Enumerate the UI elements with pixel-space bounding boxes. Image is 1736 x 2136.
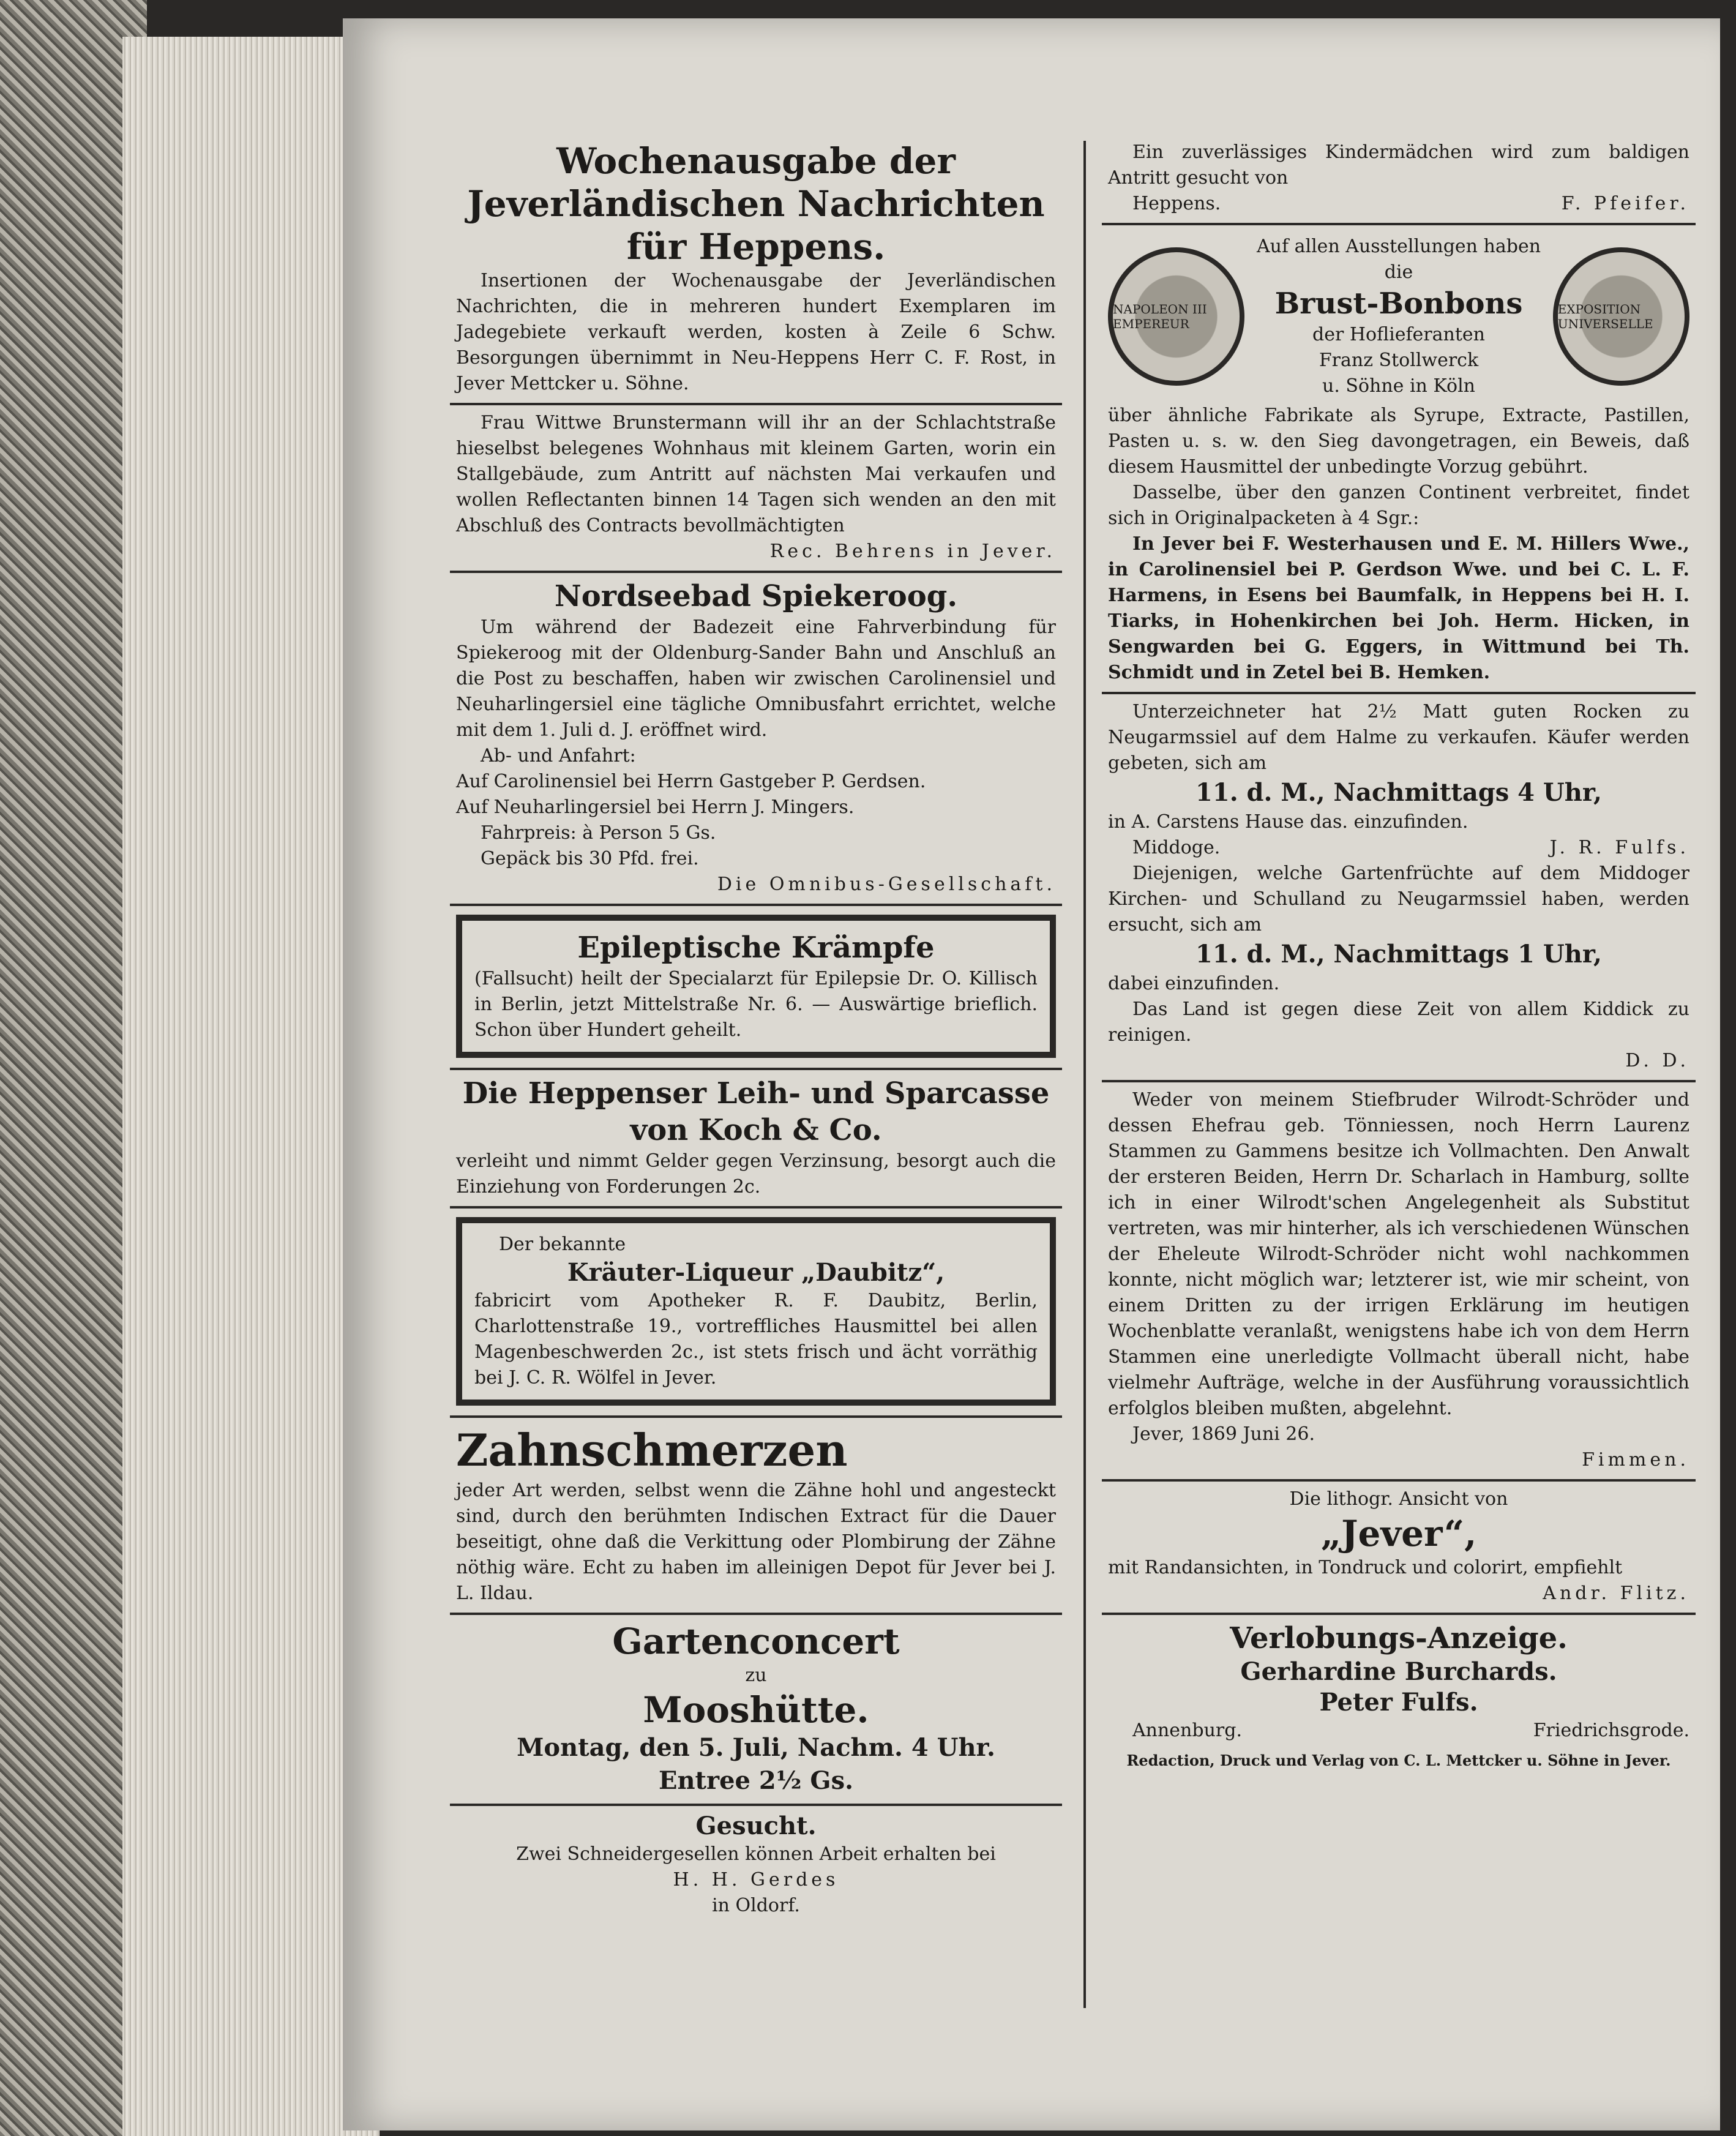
ad-body: Diejenigen, welche Gartenfrüchte auf dem Middoger Kirchen- und Schulland zu Neugarmssiel haben, werden ersucht, sich am (1108, 863, 1689, 935)
ad-place: Annenburg. (1132, 1720, 1242, 1741)
page-stack (122, 37, 380, 2136)
ad-signature: Rec. Behrens in Jever. (769, 541, 1056, 562)
medal-row (1108, 234, 1689, 399)
ad-date: Jever, 1869 Juni 26. (1132, 1423, 1315, 1445)
ad-body: fabricirt vom Apotheker R. F. Daubitz, Berlin, Charlottenstraße 19., vortreffliches Hausmittel bei allen Magenbeschwerden 2c., ist stets frisch und ächt vorräthig bei J. C. R. Wölfel in Jever. (474, 1290, 1038, 1388)
ad-signature-row (1108, 191, 1689, 217)
ad-line: Der bekannte (499, 1234, 626, 1255)
ad-signature-row (1108, 835, 1689, 861)
ad-zahnschmerzen (450, 1418, 1062, 1615)
ad-wohnhaus (450, 405, 1062, 573)
ad-line: in Oldorf. (712, 1895, 800, 1916)
ad-body: Insertionen der Wochenausgabe der Jeverländischen Nachrichten, die in mehreren hundert Exemplaren im Jadegebiete verkauft werden, kosten à Zeile 6 Schw. Besorgungen übernimmt in Neu-Heppens Herr C. F. Rost, in Jever Mettcker u. Söhne. (456, 270, 1056, 394)
ad-title: Gartenconcert (612, 1621, 900, 1662)
ad-vollmachten (1102, 1082, 1696, 1482)
ad-line: Gepäck bis 30 Pfd. frei. (481, 848, 699, 869)
ad-line: der Hoflieferanten (1312, 324, 1485, 345)
ad-signature: Andr. Flitz. (1543, 1583, 1689, 1604)
ad-body: über ähnliche Fabrikate als Syrupe, Extracte, Pastillen, Pasten u. s. w. den Sieg davongetragen, ein Beweis, daß diesem Hausmittel der unbedingte Vorzug gebührt. (1108, 405, 1689, 478)
ad-body: Um während der Badezeit eine Fahrverbindung für Spiekeroog mit der Oldenburg-Sander Bahn und Anschluß an die Post zu beschaffen, haben wir zwischen Carolinensiel und Neuharlingersiel eine tägliche Omnibusfahrt errichtet, welche mit dem 1. Juli d. J. eröffnet wird. (456, 616, 1056, 741)
ad-place: Friedrichsgrode. (1533, 1720, 1689, 1741)
ad-body: mit Randansichten, in Tondruck und colorirt, empfiehlt (1108, 1557, 1623, 1578)
ad-kindermaedchen (1102, 135, 1696, 225)
ad-spiekeroog (450, 573, 1062, 906)
ad-body: Weder von meinem Stiefbruder Wilrodt-Schröder und dessen Ehefrau geb. Tönniessen, noch Herrn Laurenz Stammen zu Gammens besitze ich Vollmachten. Den Anwalt der ersteren Beiden, Herrn Dr. Scharlach in Hamburg, sollte ich in einer Wilrodt'schen Angelegenheit als Substitut vertreten, was mir hinterher, als ich verschiedenen Wünschen der Eheleute Wilrodt-Schröder nicht wohl nachkommen konnte, nicht möglich war; letzterer ist, wie mir scheint, von einem Dritten zu der irrigen Erklärung im heutigen Wochenblatte veranlaßt, wenigstens habe ich von dem Herrn Stammen eine unerledigte Vollmacht überall nicht, habe vielmehr Aufträge, welche in der Ausführung voraussichtlich erfolglos bleiben mußten, abgelehnt. (1108, 1089, 1689, 1419)
ad-title: Epileptische Krämpfe (577, 931, 935, 965)
ad-name: Peter Fulfs. (1319, 1688, 1478, 1717)
medal-text (1244, 234, 1552, 399)
ad-title: Die Heppenser Leih- und Sparcasse von Koch & Co. (462, 1076, 1050, 1147)
ad-title: Verlobungs-Anzeige. (1230, 1621, 1568, 1655)
ad-line: Die lithogr. Ansicht von (1289, 1488, 1508, 1510)
ad-body: dabei einzufinden. (1108, 973, 1280, 994)
ad-body: Unterzeichneter hat 2½ Matt guten Rocken zu Neugarmssiel auf dem Halme zu verkaufen. Käufer werden gebeten, sich am (1108, 701, 1689, 774)
ad-line: Auf allen Ausstellungen haben die (1256, 236, 1541, 283)
napoleon-medal-icon (1108, 247, 1244, 386)
ad-body: Dasselbe, über den ganzen Continent verbreitet, findet sich in Originalpacketen à 4 Sgr.: (1108, 482, 1689, 529)
ad-line: zu (745, 1665, 767, 1686)
ad-title: Brust-Bonbons (1274, 287, 1523, 321)
ad-place: Heppens. (1132, 193, 1221, 214)
ad-rocken (1102, 694, 1696, 1082)
ad-date: 11. d. M., Nachmittags 1 Uhr, (1195, 940, 1602, 969)
ad-wochenausgabe (450, 135, 1062, 405)
ad-lithographie (1102, 1482, 1696, 1615)
ad-stollwerck (1102, 225, 1696, 694)
ad-name: Gerhardine Burchards. (1240, 1657, 1557, 1686)
ad-line: u. Söhne in Köln (1322, 375, 1475, 397)
exposition-medal-icon (1553, 247, 1689, 386)
ad-frame (456, 915, 1056, 1058)
medal-label: NAPOLEON III EMPEREUR (1113, 302, 1207, 331)
ad-places-row (1108, 1718, 1689, 1744)
ad-signature: F. Pfeifer. (1561, 193, 1689, 214)
ad-line: Auf Carolinensiel bei Herrn Gastgeber P. Gerdsen. (456, 771, 926, 792)
ad-verlobung (1102, 1615, 1696, 1750)
column-divider (1083, 141, 1086, 2008)
ad-line: Auf Neuharlingersiel bei Herrn J. Mingers. (456, 796, 855, 818)
ad-daubitz (450, 1209, 1062, 1418)
ad-signature: Die Omnibus-Gesellschaft. (717, 874, 1056, 895)
ad-title: Gesucht. (695, 1812, 817, 1840)
right-column (1102, 135, 1696, 1772)
ad-title: „Jever“, (1320, 1513, 1477, 1554)
ad-signature: H. H. Gerdes (673, 1869, 839, 1891)
ad-body: Frau Wittwe Brunstermann will ihr an der Schlachtstraße hieselbst belegenes Wohnhaus mit kleinem Garten, worin ein Stallgebäude, zum Antritt auf nächsten Mai verkaufen und wollen Reflectanten binnen 14 Tagen sich wenden an den mit Abschluß des Contracts bevollmächtigten (456, 412, 1056, 536)
ad-place: Mooshütte. (643, 1689, 869, 1731)
ad-body: verleiht und nimmt Gelder gegen Verzinsung, besorgt auch die Einziehung von Forderungen 2c. (456, 1150, 1056, 1197)
ad-line: Fahrpreis: à Person 5 Gs. (481, 822, 716, 844)
ad-body: in A. Carstens Hause das. einzufinden. (1108, 811, 1468, 833)
ad-sparcasse (450, 1070, 1062, 1209)
left-column (450, 135, 1062, 1925)
ad-title: Zahnschmerzen (456, 1424, 848, 1476)
ad-epilepsie (450, 906, 1062, 1070)
ad-body: Zwei Schneidergesellen können Arbeit erhalten bei (516, 1843, 996, 1865)
ad-gartenconcert (450, 1615, 1062, 1806)
ad-body: (Fallsucht) heilt der Specialarzt für Epilepsie Dr. O. Killisch in Berlin, jetzt Mittelstraße Nr. 6. — Auswärtige brieflich. Schon über Hundert geheilt. (474, 968, 1038, 1041)
ad-line: Entree 2½ Gs. (658, 1766, 854, 1795)
ad-body: Das Land ist gegen diese Zeit von allem Kiddick zu reinigen. (1108, 999, 1689, 1046)
ad-signature: Fimmen. (1582, 1449, 1689, 1471)
ad-body: jeder Art werden, selbst wenn die Zähne hohl und angesteckt sind, durch den berühmten Indischen Extract für die Dauer beseitigt, ohne daß die Verkittung oder Plombirung der Zähne nöthig wäre. Echt zu haben im alleinigen Depot für Jever bei J. L. Ildau. (456, 1480, 1056, 1604)
ad-signature: D. D. (1625, 1050, 1689, 1071)
imprint-footer: Redaction, Druck und Verlag von C. L. Mettcker u. Söhne in Jever. (1126, 1752, 1671, 1769)
ad-title: Kräuter-Liqueur „Daubitz“, (567, 1258, 945, 1287)
ad-gesucht (450, 1806, 1062, 1925)
ad-frame (456, 1217, 1056, 1406)
ad-title: Nordseebad Spiekeroog. (554, 579, 958, 613)
ad-line: Montag, den 5. Juli, Nachm. 4 Uhr. (517, 1733, 995, 1762)
ad-body: Ein zuverlässiges Kindermädchen wird zum baldigen Antritt gesucht von (1108, 141, 1689, 189)
ad-body: In Jever bei F. Westerhausen und E. M. Hillers Wwe., in Carolinensiel bei P. Gerdson Wwe. und bei C. L. F. Harmens, in Esens bei Baumfalk, in Heppens bei H. I. Tiarks, in Hohenkirchen bei Joh. Herm. Hicken, in Sengwarden bei G. Eggers, in Wittmund bei Th. Schmidt und in Zetel bei B. Hemken. (1108, 533, 1689, 683)
ad-title: Wochenausgabe der Jeverländischen Nachrichten für Heppens. (467, 140, 1045, 268)
ad-line: Ab- und Anfahrt: (481, 745, 636, 766)
ad-date: 11. d. M., Nachmittags 4 Uhr, (1195, 778, 1602, 807)
ad-signature: J. R. Fulfs. (1549, 837, 1689, 858)
ad-line: Franz Stollwerck (1319, 350, 1479, 371)
ad-place: Middoge. (1132, 837, 1221, 858)
medal-label: EXPOSITION UNIVERSELLE (1557, 302, 1653, 331)
